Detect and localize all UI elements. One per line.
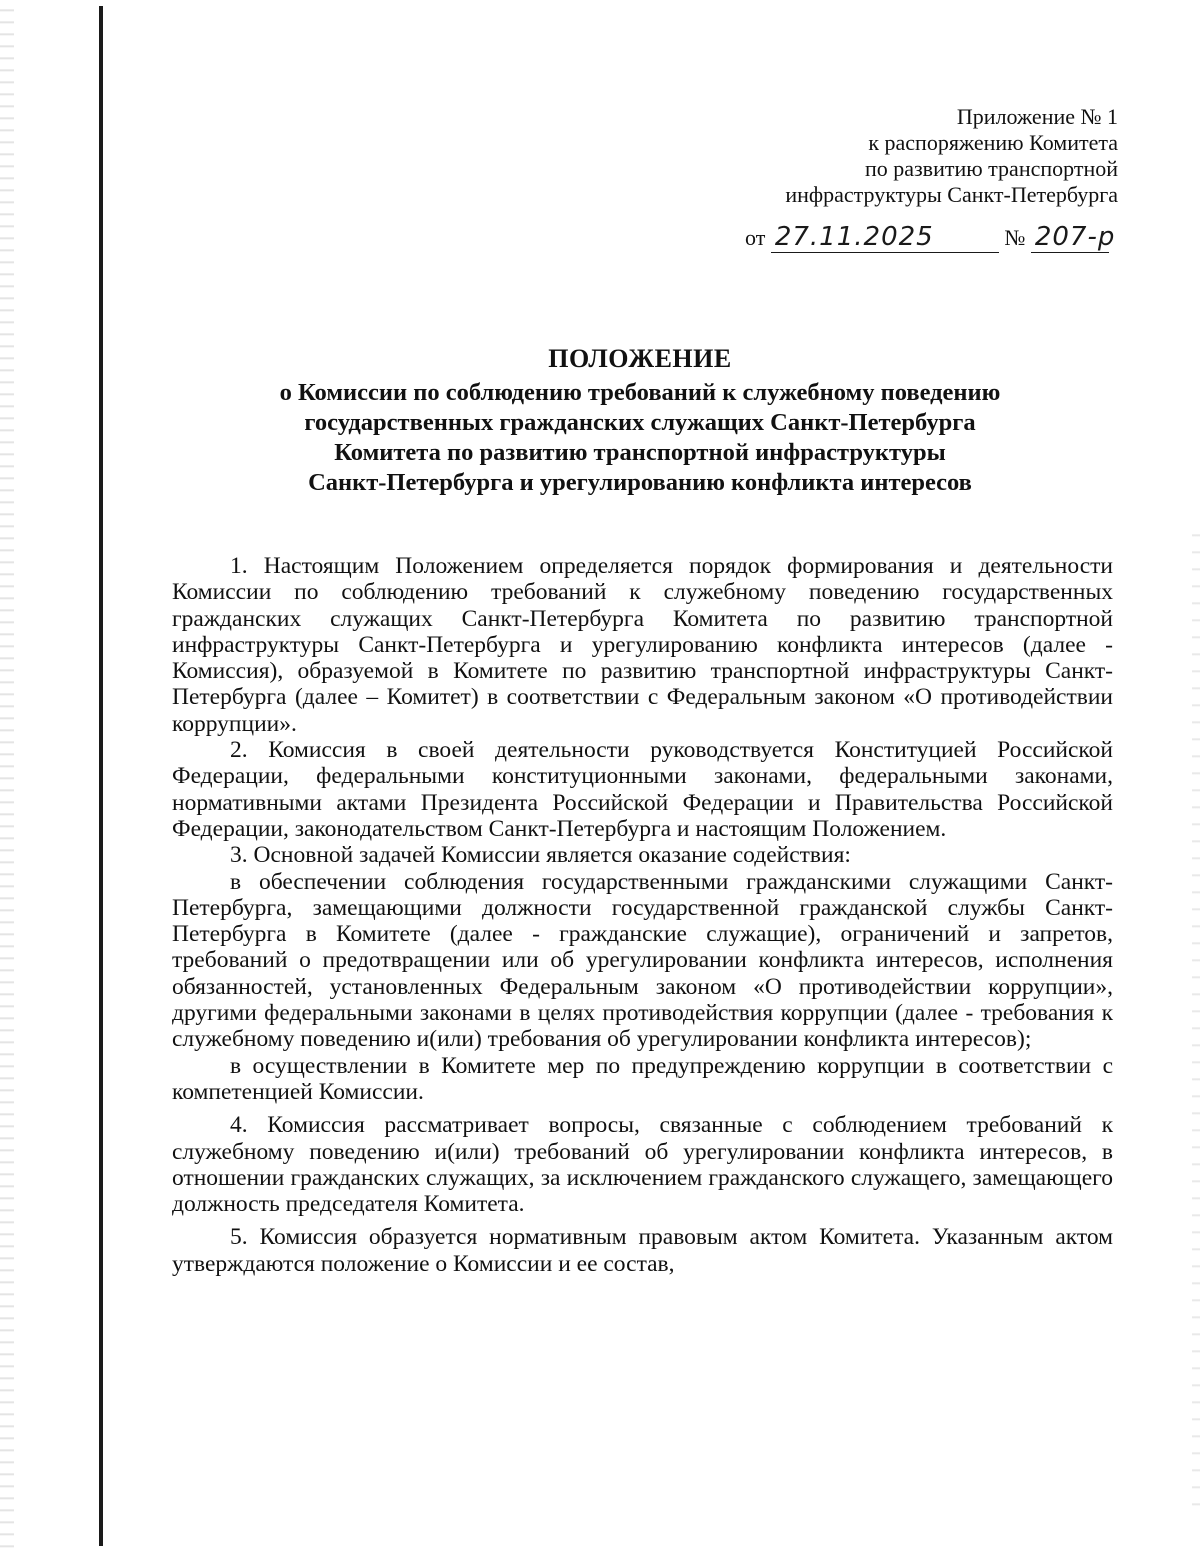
number-prefix: № [1004, 225, 1026, 250]
appendix-line-4: инфраструктуры Санкт-Петербурга [785, 182, 1118, 207]
date-prefix: от [745, 225, 766, 250]
paragraph-1: 1. Настоящим Положением определяется порядок формирования и деятельности Комиссии по соблюдению требований к служебному поведению государственных гражданских служащих Санкт-Петербурга Комитета по развитию транспортной инфраструктуры Санкт-Петербурга и урегулированию конфликта интересов (далее - Комиссия), образуемой в Комитете по развитию транспортной инфраструктуры Санкт-Петербурга (далее – Комитет) в соответствии с Федеральным законом «О противодействии коррупции». [172, 553, 1113, 737]
paragraph-4: 4. Комиссия рассматривает вопросы, связанные с соблюдением требований к служебному поведению и(или) требований об урегулировании конфликта интересов, в отношении гражданских служащих, за исключением гражданского служащего, замещающего должность председателя Комитета. [172, 1112, 1113, 1218]
title-main: ПОЛОЖЕНИЕ [548, 344, 732, 373]
handwritten-number: 207-р [1031, 222, 1109, 253]
paragraph-2: 2. Комиссия в своей деятельности руководствуется Конституцией Российской Федерации, федеральными конституционными законами, федеральными законами, нормативными актами Президента Российской Федерации и Правительства Российской Федерации, законодательством Санкт-Петербурга и настоящим Положением. [172, 737, 1113, 842]
paragraph-3-item-1: в обеспечении соблюдения государственными гражданскими служащими Санкт-Петербурга, замещающими должности государственной гражданской службы Санкт-Петербурга в Комитете (далее - гражданские служащие), ограничений и запретов, требований о предотвращении или об урегулировании конфликта интересов, исполнения обязанностей, установленных Федеральным законом «О противодействии коррупции», другими федеральными законами в целях противодействия коррупции (далее - требования к служебному поведению и(или) требования об урегулировании конфликта интересов); [172, 868, 1113, 1053]
paragraph-5: 5. Комиссия образуется нормативным правовым актом Комитета. Указанным актом утверждаются положение о Комиссии и ее состав, [172, 1224, 1113, 1277]
scan-edge-right [1192, 520, 1200, 1520]
appendix-line-2: к распоряжению Комитета [868, 130, 1118, 155]
order-date-number-line [745, 222, 1116, 253]
title-line-4: Санкт-Петербурга и урегулированию конфликта интересов [308, 469, 972, 496]
appendix-header [785, 104, 1118, 208]
document-body [172, 553, 1113, 1277]
binding-margin-line [99, 6, 103, 1546]
scan-edge-left [0, 0, 14, 1553]
document-title [170, 344, 1110, 498]
appendix-line-1: Приложение № 1 [956, 104, 1118, 129]
title-line-3: Комитета по развитию транспортной инфраструктуры [334, 439, 946, 466]
title-line-2: государственных гражданских служащих Санкт-Петербурга [304, 409, 976, 436]
appendix-line-3: по развитию транспортной [864, 156, 1118, 181]
paragraph-3: 3. Основной задачей Комиссии является оказание содействия: [230, 842, 851, 869]
title-line-1: о Комиссии по соблюдению требований к служебному поведению [279, 379, 1001, 406]
paragraph-3-item-2: в осуществлении в Комитете мер по предупреждению коррупции в соответствии с компетенцией Комиссии. [172, 1052, 1113, 1105]
handwritten-date: 27.11.2025 [771, 222, 999, 253]
